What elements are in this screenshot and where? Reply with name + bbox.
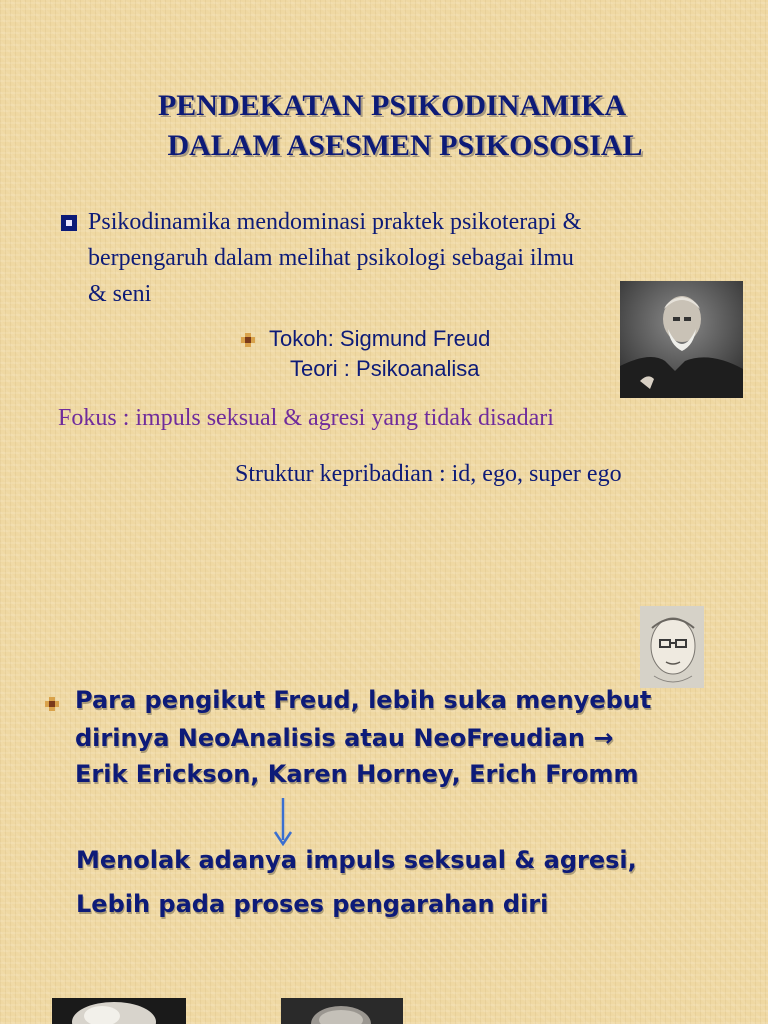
down-arrow-icon <box>272 798 294 846</box>
square-bullet-icon <box>61 215 77 231</box>
freud-photo <box>620 281 743 398</box>
bullet1-line2: berpengaruh dalam melihat psikologi sebagai ilmu <box>88 245 574 271</box>
fokus-text: Fokus : impuls seksual & agresi yang tidak disadari <box>58 405 554 431</box>
sketch-portrait <box>640 606 704 688</box>
page-title-line2: DALAM ASESMEN PSIKOSOSIAL <box>167 129 643 162</box>
bullet1-line3: & seni <box>88 281 152 307</box>
neo-line3: Erik Erickson, Karen Horney, Erich Fromm <box>75 760 639 788</box>
bottom-photo-left <box>52 998 186 1024</box>
teori-text: Teori : Psikoanalisa <box>290 356 480 381</box>
menolak-line1: Menolak adanya impuls seksual & agresi, <box>76 846 637 874</box>
bullet1-line1: Psikodinamika mendominasi praktek psikoterapi & <box>88 209 582 235</box>
diamond-bullet-icon <box>241 333 255 347</box>
bottom-photo-right <box>281 998 403 1024</box>
tokoh-text: Tokoh: Sigmund Freud <box>269 326 491 351</box>
struktur-text: Struktur kepribadian : id, ego, super ego <box>235 461 622 487</box>
diamond-bullet-icon-2 <box>45 697 59 711</box>
page-title-line1: PENDEKATAN PSIKODINAMIKA <box>157 89 627 122</box>
menolak-line2: Lebih pada proses pengarahan diri <box>76 890 549 918</box>
neo-line1: Para pengikut Freud, lebih suka menyebut <box>75 686 652 714</box>
neo-line2: dirinya NeoAnalisis atau NeoFreudian → <box>75 724 614 752</box>
